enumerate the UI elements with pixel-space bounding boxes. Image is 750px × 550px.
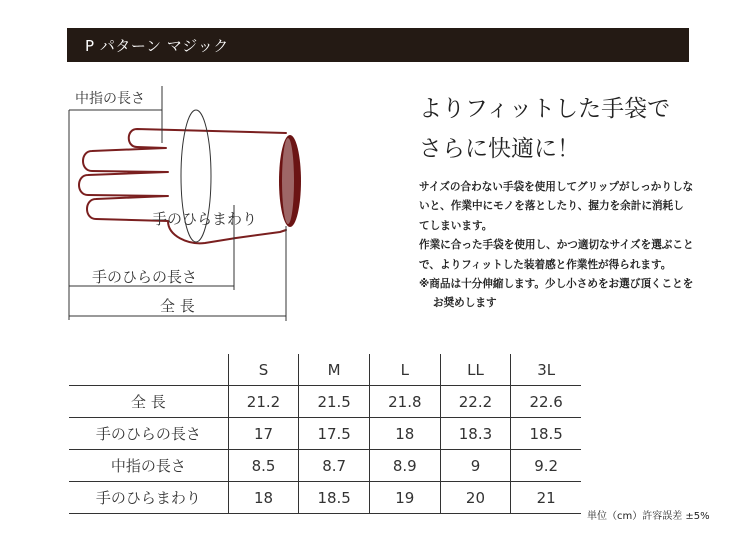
total-length-label: 全 長 [160,297,195,315]
section-title: P パターン マジック [85,37,229,55]
size-header-l: L [369,354,440,386]
size-header-s: S [228,354,299,386]
description-paragraph-1: サイズの合わない手袋を使用してグリップがしっかりしないと、作業中にモノを落としたり、握力を余計に消耗してしまいます。 [419,181,694,232]
description-paragraph-2: 作業に合った手袋を使用し、かつ適切なサイズを選ぶことで、よりフィットした装着感と作業性が得られます。 [419,239,694,271]
table-cell: 21.8 [369,386,440,418]
table-cell: 17 [228,418,299,450]
headline [419,89,739,169]
table-cell: 19 [369,482,440,514]
table-cell: 21.2 [228,386,299,418]
table-cell: 21 [511,482,581,514]
size-header-blank [69,354,228,386]
table-row [69,450,581,482]
row-label: 中指の長さ [69,450,228,482]
headline-line-2: さらに快適に！ [419,136,580,162]
table-row [69,386,581,418]
table-cell: 20 [440,482,511,514]
table-cell: 9 [440,450,511,482]
palm-circumference-label: 手のひらまわり [152,210,258,228]
middle-finger-label: 中指の長さ [75,91,145,107]
row-label: 全 長 [69,386,228,418]
table-cell: 22.6 [511,386,581,418]
table-cell: 18.3 [440,418,511,450]
row-label: 手のひらまわり [69,482,228,514]
size-header-ll: LL [440,354,511,386]
size-header-3l: 3L [511,354,581,386]
table-cell: 9.2 [511,450,581,482]
table-cell: 17.5 [299,418,370,450]
table-cell: 8.5 [228,450,299,482]
table-cell: 18 [369,418,440,450]
palm-length-label: 手のひらの長さ [92,268,198,286]
table-cell: 21.5 [299,386,370,418]
table-cell: 22.2 [440,386,511,418]
table-row [69,482,581,514]
table-cell: 18.5 [511,418,581,450]
size-table [69,354,581,514]
description-note: ※商品は十分伸縮します。少し小さめをお選び頂くことをお奨めします [419,278,694,310]
row-label: 手のひらの長さ [69,418,228,450]
headline-line-1: よりフィットした手袋で [419,96,671,122]
size-header-m: M [299,354,370,386]
table-cell: 18 [228,482,299,514]
unit-footnote: 単位（cm）許容誤差 ±5% [587,511,710,522]
size-header-row [69,354,581,386]
description [419,178,694,314]
table-cell: 8.9 [369,450,440,482]
table-row [69,418,581,450]
table-cell: 8.7 [299,450,370,482]
table-cell: 18.5 [299,482,370,514]
